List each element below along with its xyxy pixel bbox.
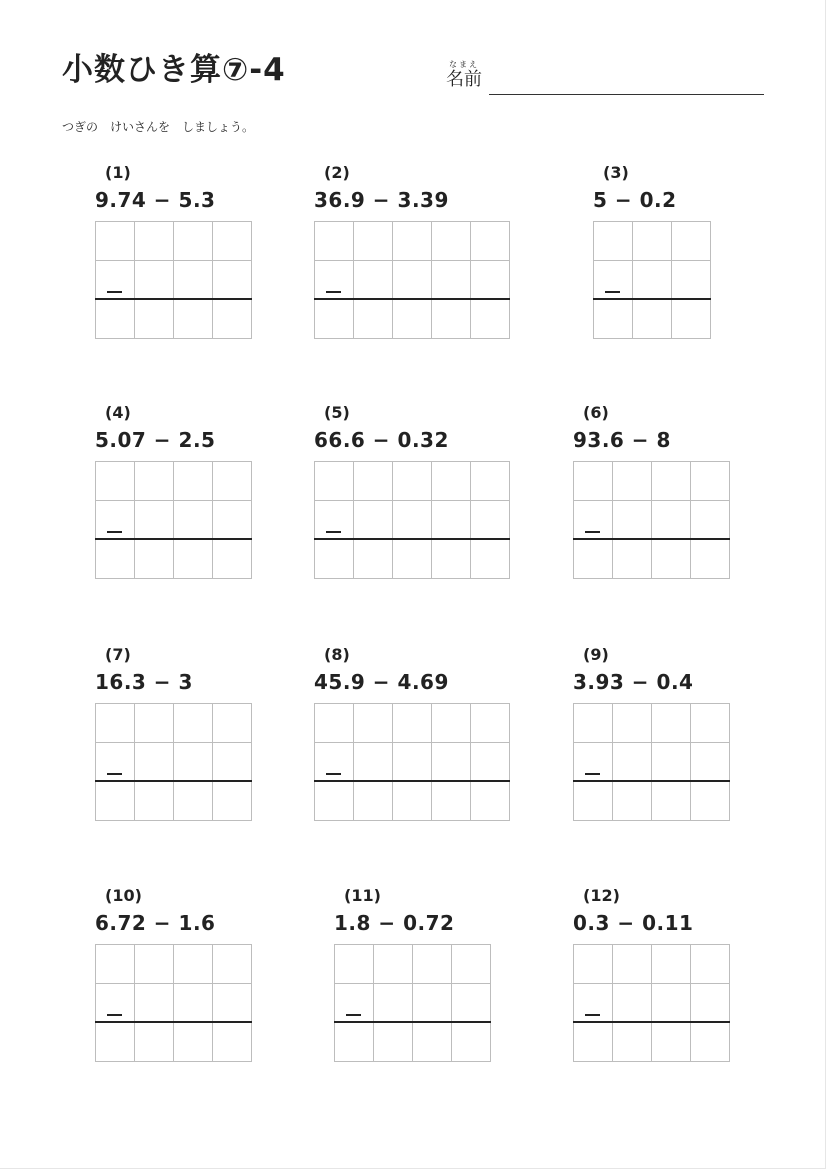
grid-cell[interactable] [573, 742, 613, 782]
grid-cell[interactable] [612, 944, 652, 984]
answer-divider-line [573, 1021, 730, 1023]
grid-cell[interactable] [173, 260, 213, 300]
grid-cell[interactable] [212, 1022, 252, 1062]
grid-cell[interactable] [651, 1022, 691, 1062]
problem-expression: 93.6 − 8 [573, 428, 671, 452]
grid-cell[interactable] [392, 221, 432, 261]
grid-cell[interactable] [651, 983, 691, 1023]
problem-number: (10) [105, 886, 142, 905]
grid-cell[interactable] [470, 781, 510, 821]
problem-expression: 5 − 0.2 [593, 188, 677, 212]
grid-cell[interactable] [173, 781, 213, 821]
grid-cell[interactable] [573, 944, 613, 984]
problem-number: (12) [583, 886, 620, 905]
answer-grid [95, 461, 255, 581]
grid-cell[interactable] [95, 703, 135, 743]
grid-cell[interactable] [314, 539, 354, 579]
grid-cell[interactable] [95, 944, 135, 984]
problem-number: (4) [105, 403, 131, 422]
grid-cell[interactable] [134, 539, 174, 579]
grid-cell[interactable] [212, 221, 252, 261]
answer-divider-line [314, 780, 510, 782]
answer-divider-line [95, 538, 252, 540]
grid-cell[interactable] [134, 703, 174, 743]
grid-cell[interactable] [173, 299, 213, 339]
problem-number: (2) [324, 163, 350, 182]
grid-cell[interactable] [173, 944, 213, 984]
grid-cell[interactable] [173, 221, 213, 261]
name-label: 名前 [446, 69, 482, 90]
grid-cell[interactable] [314, 461, 354, 501]
grid-cell[interactable] [632, 221, 672, 261]
answer-divider-line [573, 780, 730, 782]
grid-cell[interactable] [632, 299, 672, 339]
grid-cell[interactable] [353, 781, 393, 821]
grid-cell[interactable] [173, 703, 213, 743]
grid-cell[interactable] [690, 500, 730, 540]
name-write-line[interactable] [489, 94, 764, 95]
grid-cell[interactable] [690, 781, 730, 821]
grid-cell[interactable] [593, 260, 633, 300]
grid-cell[interactable] [431, 500, 471, 540]
grid-cell[interactable] [470, 221, 510, 261]
answer-grid [593, 221, 713, 341]
grid-cell[interactable] [173, 539, 213, 579]
problem-expression: 6.72 − 1.6 [95, 911, 216, 935]
grid-cell[interactable] [353, 299, 393, 339]
minus-sign-icon [326, 291, 341, 293]
grid-cell[interactable] [431, 299, 471, 339]
grid-cell[interactable] [470, 299, 510, 339]
grid-cell[interactable] [95, 781, 135, 821]
grid-cell[interactable] [212, 781, 252, 821]
grid-cell[interactable] [212, 983, 252, 1023]
grid-cell[interactable] [573, 983, 613, 1023]
grid-cell[interactable] [314, 260, 354, 300]
grid-cell[interactable] [651, 781, 691, 821]
grid-cell[interactable] [412, 944, 452, 984]
grid-cell[interactable] [690, 1022, 730, 1062]
grid-cell[interactable] [314, 703, 354, 743]
answer-grid [334, 944, 494, 1064]
grid-cell[interactable] [573, 703, 613, 743]
grid-cell[interactable] [314, 500, 354, 540]
grid-cell[interactable] [212, 299, 252, 339]
grid-cell[interactable] [334, 983, 374, 1023]
grid-cell[interactable] [690, 461, 730, 501]
grid-cell[interactable] [392, 260, 432, 300]
minus-sign-icon [585, 531, 600, 533]
grid-cell[interactable] [470, 742, 510, 782]
grid-cell[interactable] [671, 221, 711, 261]
grid-cell[interactable] [470, 260, 510, 300]
answer-grid [95, 703, 255, 823]
grid-cell[interactable] [95, 461, 135, 501]
grid-cell[interactable] [632, 260, 672, 300]
grid-cell[interactable] [593, 299, 633, 339]
grid-cell[interactable] [470, 500, 510, 540]
answer-divider-line [95, 298, 252, 300]
minus-sign-icon [107, 1014, 122, 1016]
grid-cell[interactable] [314, 299, 354, 339]
grid-cell[interactable] [431, 781, 471, 821]
problem-expression: 0.3 − 0.11 [573, 911, 694, 935]
answer-divider-line [593, 298, 711, 300]
grid-cell[interactable] [392, 703, 432, 743]
problem-expression: 5.07 − 2.5 [95, 428, 216, 452]
grid-cell[interactable] [451, 983, 491, 1023]
problem-number: (5) [324, 403, 350, 422]
grid-cell[interactable] [470, 703, 510, 743]
grid-cell[interactable] [612, 1022, 652, 1062]
grid-cell[interactable] [314, 742, 354, 782]
grid-cell[interactable] [612, 742, 652, 782]
answer-grid [95, 944, 255, 1064]
minus-sign-icon [107, 291, 122, 293]
grid-cell[interactable] [173, 1022, 213, 1062]
grid-cell[interactable] [134, 983, 174, 1023]
grid-cell[interactable] [651, 500, 691, 540]
answer-grid [95, 221, 255, 341]
grid-cell[interactable] [431, 461, 471, 501]
instruction-text: つぎの けいさんを しましょう。 [62, 120, 255, 134]
grid-cell[interactable] [134, 500, 174, 540]
grid-cell[interactable] [612, 703, 652, 743]
grid-cell[interactable] [593, 221, 633, 261]
grid-cell[interactable] [470, 461, 510, 501]
grid-cell[interactable] [612, 461, 652, 501]
problem-number: (11) [344, 886, 381, 905]
problem-number: (9) [583, 645, 609, 664]
grid-cell[interactable] [651, 742, 691, 782]
problem-expression: 9.74 − 5.3 [95, 188, 216, 212]
grid-cell[interactable] [212, 944, 252, 984]
minus-sign-icon [326, 773, 341, 775]
grid-cell[interactable] [212, 260, 252, 300]
problem-number: (7) [105, 645, 131, 664]
grid-cell[interactable] [334, 1022, 374, 1062]
grid-cell[interactable] [651, 461, 691, 501]
grid-cell[interactable] [651, 703, 691, 743]
grid-cell[interactable] [134, 221, 174, 261]
grid-cell[interactable] [95, 1022, 135, 1062]
answer-divider-line [95, 1021, 252, 1023]
grid-cell[interactable] [134, 260, 174, 300]
grid-cell[interactable] [612, 539, 652, 579]
grid-cell[interactable] [392, 539, 432, 579]
problem-number: (1) [105, 163, 131, 182]
grid-cell[interactable] [95, 983, 135, 1023]
answer-grid [573, 703, 733, 823]
grid-cell[interactable] [470, 539, 510, 579]
answer-grid [573, 944, 733, 1064]
grid-cell[interactable] [671, 260, 711, 300]
grid-cell[interactable] [573, 461, 613, 501]
grid-cell[interactable] [353, 742, 393, 782]
grid-cell[interactable] [392, 742, 432, 782]
grid-cell[interactable] [173, 500, 213, 540]
name-ruby: なまえ [449, 60, 479, 69]
problem-expression: 45.9 − 4.69 [314, 670, 449, 694]
grid-cell[interactable] [412, 1022, 452, 1062]
grid-cell[interactable] [431, 221, 471, 261]
minus-sign-icon [605, 291, 620, 293]
grid-cell[interactable] [690, 944, 730, 984]
answer-divider-line [95, 780, 252, 782]
grid-cell[interactable] [173, 461, 213, 501]
grid-cell[interactable] [353, 703, 393, 743]
grid-cell[interactable] [373, 1022, 413, 1062]
grid-cell[interactable] [392, 299, 432, 339]
answer-divider-line [573, 538, 730, 540]
grid-cell[interactable] [353, 260, 393, 300]
grid-cell[interactable] [651, 944, 691, 984]
grid-cell[interactable] [573, 781, 613, 821]
worksheet-title: 小数ひき算⑦-4 [62, 52, 286, 88]
grid-cell[interactable] [690, 742, 730, 782]
grid-cell[interactable] [612, 781, 652, 821]
grid-cell[interactable] [612, 983, 652, 1023]
problem-expression: 1.8 − 0.72 [334, 911, 455, 935]
answer-divider-line [334, 1021, 491, 1023]
grid-cell[interactable] [95, 539, 135, 579]
grid-cell[interactable] [392, 500, 432, 540]
grid-cell[interactable] [95, 221, 135, 261]
grid-cell[interactable] [212, 461, 252, 501]
grid-cell[interactable] [95, 500, 135, 540]
grid-cell[interactable] [212, 500, 252, 540]
grid-cell[interactable] [431, 703, 471, 743]
grid-cell[interactable] [134, 1022, 174, 1062]
grid-cell[interactable] [334, 944, 374, 984]
answer-grid [314, 221, 514, 341]
minus-sign-icon [326, 531, 341, 533]
minus-sign-icon [107, 531, 122, 533]
grid-cell[interactable] [134, 299, 174, 339]
grid-cell[interactable] [392, 461, 432, 501]
problem-number: (6) [583, 403, 609, 422]
problem-expression: 66.6 − 0.32 [314, 428, 449, 452]
grid-cell[interactable] [392, 781, 432, 821]
grid-cell[interactable] [373, 983, 413, 1023]
grid-cell[interactable] [573, 539, 613, 579]
grid-cell[interactable] [573, 1022, 613, 1062]
grid-cell[interactable] [134, 461, 174, 501]
problem-number: (8) [324, 645, 350, 664]
grid-cell[interactable] [412, 983, 452, 1023]
grid-cell[interactable] [431, 742, 471, 782]
grid-cell[interactable] [314, 221, 354, 261]
grid-cell[interactable] [373, 944, 413, 984]
grid-cell[interactable] [651, 539, 691, 579]
answer-divider-line [314, 298, 510, 300]
problem-number: (3) [603, 163, 629, 182]
grid-cell[interactable] [690, 539, 730, 579]
grid-cell[interactable] [95, 260, 135, 300]
grid-cell[interactable] [353, 461, 393, 501]
grid-cell[interactable] [671, 299, 711, 339]
grid-cell[interactable] [173, 742, 213, 782]
grid-cell[interactable] [353, 500, 393, 540]
minus-sign-icon [107, 773, 122, 775]
grid-cell[interactable] [173, 983, 213, 1023]
problem-expression: 3.93 − 0.4 [573, 670, 694, 694]
grid-cell[interactable] [95, 299, 135, 339]
answer-grid [314, 703, 514, 823]
grid-cell[interactable] [134, 742, 174, 782]
minus-sign-icon [585, 1014, 600, 1016]
answer-divider-line [314, 538, 510, 540]
grid-cell[interactable] [353, 221, 393, 261]
grid-cell[interactable] [573, 500, 613, 540]
grid-cell[interactable] [314, 781, 354, 821]
grid-cell[interactable] [451, 944, 491, 984]
problem-expression: 16.3 − 3 [95, 670, 193, 694]
grid-cell[interactable] [212, 703, 252, 743]
grid-cell[interactable] [690, 983, 730, 1023]
problem-expression: 36.9 − 3.39 [314, 188, 449, 212]
answer-grid [573, 461, 733, 581]
grid-cell[interactable] [95, 742, 135, 782]
answer-grid [314, 461, 514, 581]
grid-cell[interactable] [212, 742, 252, 782]
grid-cell[interactable] [134, 781, 174, 821]
grid-cell[interactable] [431, 539, 471, 579]
grid-cell[interactable] [212, 539, 252, 579]
grid-cell[interactable] [134, 944, 174, 984]
minus-sign-icon [585, 773, 600, 775]
grid-cell[interactable] [353, 539, 393, 579]
grid-cell[interactable] [431, 260, 471, 300]
minus-sign-icon [346, 1014, 361, 1016]
grid-cell[interactable] [690, 703, 730, 743]
grid-cell[interactable] [612, 500, 652, 540]
grid-cell[interactable] [451, 1022, 491, 1062]
